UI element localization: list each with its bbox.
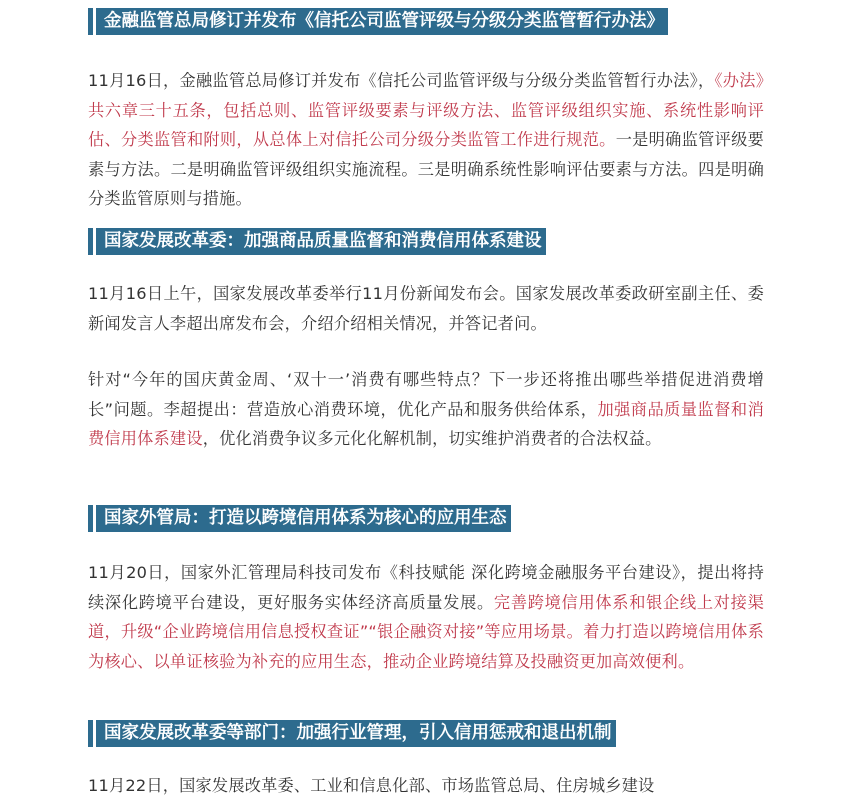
header-accent-bar — [88, 505, 93, 532]
section-body-4 — [88, 771, 764, 801]
section-body-2 — [88, 279, 764, 338]
paragraph-highlight: 加强商品质量监督和消费信用体系建设 — [88, 399, 764, 448]
paragraph — [88, 279, 764, 338]
header-accent-bar — [88, 228, 93, 255]
section-header-4 — [88, 720, 616, 747]
section-body-2b — [88, 365, 764, 454]
paragraph-text: 11月16日上午，国家发展改革委举行11月份新闻发布会。国家发展改革委政研室副主任、委新闻发言人李超出席发布会，介绍介绍相关情况，并答记者问。 — [88, 284, 764, 333]
paragraph-text: ，优化消费争议多元化化解机制，切实维护消费者的合法权益。 — [202, 429, 662, 448]
section-title: 国家外管局：打造以跨境信用体系为核心的应用生态 — [96, 505, 511, 532]
paragraph — [88, 365, 764, 454]
paragraph-highlight: 完善跨境信用体系和银企线上对接渠道，升级“企业跨境信用信息授权查证”“银企融资对接”等应用场景。着力打造以跨境信用体系为核心、以单证核验为补充的应用生态，推动企业跨境结算及投融资更加高效便利。 — [88, 592, 764, 671]
paragraph-text: 11月22日，国家发展改革委、工业和信息化部、市场监管总局、住房城乡建设 — [88, 776, 655, 795]
paragraph — [88, 771, 764, 801]
section-title: 国家发展改革委等部门：加强行业管理，引入信用惩戒和退出机制 — [96, 720, 616, 747]
paragraph-highlight: 《办法》共六章三十五条，包括总则、监管评级要素与评级方法、监管评级组织实施、系统性影响评估、分类监管和附则，从总体上对信托公司分级分类监管工作进行规范。 — [88, 71, 764, 149]
section-body-3 — [88, 558, 764, 676]
section-title: 金融监管总局修订并发布《信托公司监管评级与分级分类监管暂行办法》 — [96, 8, 668, 35]
header-accent-bar — [88, 720, 93, 747]
section-header-3 — [88, 505, 511, 532]
section-body-1 — [88, 66, 764, 214]
section-header-2 — [88, 228, 546, 255]
paragraph-text: 11月20日，国家外汇管理局科技司发布《科技赋能 深化跨境金融服务平台建设》，提出将持续深化跨境平台建设，更好服务实体经济高质量发展。 — [88, 563, 764, 612]
paragraph-text: 11月16日，金融监管总局修订并发布《信托公司监管评级与分级分类监管暂行办法》， — [88, 71, 715, 90]
paragraph — [88, 558, 764, 676]
section-title: 国家发展改革委：加强商品质量监督和消费信用体系建设 — [96, 228, 546, 255]
header-accent-bar — [88, 8, 93, 35]
paragraph — [88, 66, 764, 214]
paragraph-text: 针对“今年的国庆黄金周、‘双十一’消费有哪些特点？下一步还将推出哪些举措促进消费增长”问题。李超提出：营造放心消费环境，优化产品和服务供给体系， — [88, 370, 764, 419]
paragraph-text: 一是明确监管评级要素与方法。二是明确监管评级组织实施流程。三是明确系统性影响评估要素与方法。四是明确分类监管原则与措施。 — [88, 130, 764, 208]
section-header-1 — [88, 8, 668, 35]
